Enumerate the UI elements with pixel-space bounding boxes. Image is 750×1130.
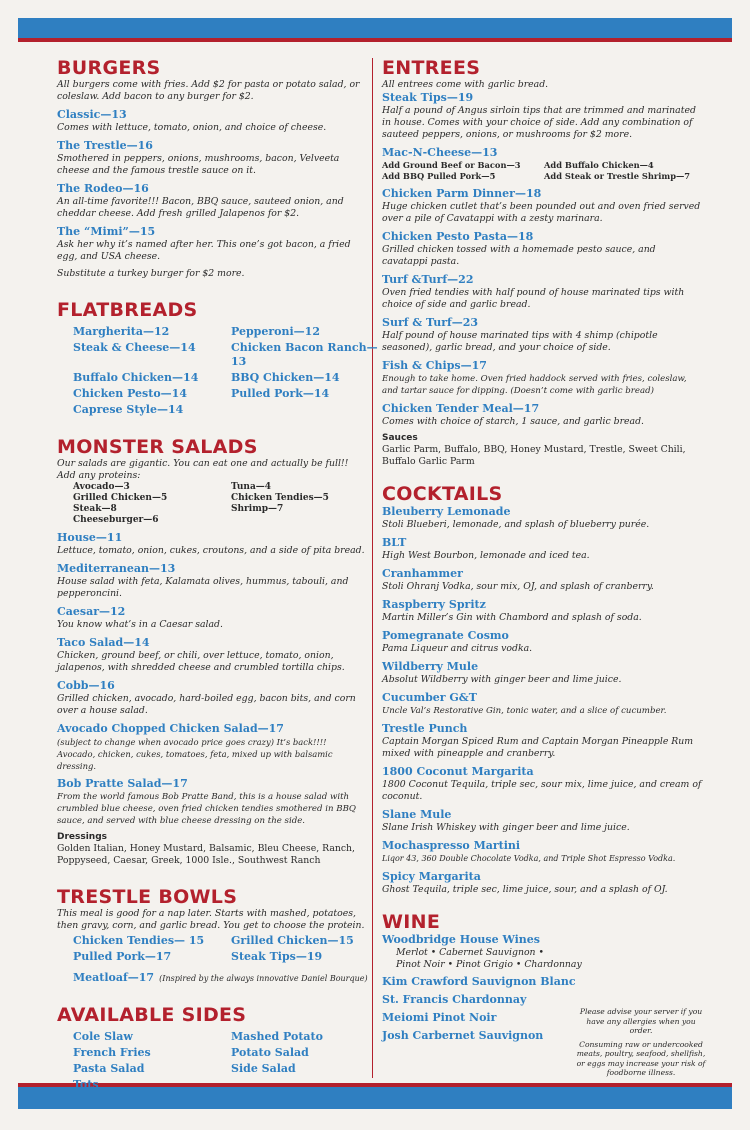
list-item: Caprese Style—14 [73,403,184,416]
item-desc: Enough to take home. Oven fried haddock served with fries, coleslaw, and tartar sauce for dipping. (Doesn’t come with garlic bread) [382,374,687,396]
menu-item [382,230,702,268]
item-name: Mac-N-Cheese—13 [382,146,498,159]
menu-item [382,91,702,141]
item-name: Raspberry Spritz [382,598,486,611]
menu-item [382,567,702,593]
item-name: Fish & Chips—17 [382,359,487,372]
left-column [57,57,378,1092]
protein-item: Tuna—4 [231,482,272,492]
menu-item [57,531,367,557]
burgers-intro: All burgers come with fries. Add $2 for pasta or potato salad, or coleslaw. Add bacon to any burger for $2. [57,79,360,102]
burgers-section [57,58,367,280]
item-name: The Trestle—16 [57,139,153,152]
item-desc: Comes with choice of starch, 1 sauce, and garlic bread. [382,416,645,427]
list-item: Mashed Potato [231,1030,323,1043]
list-item: BBQ Chicken—14 [231,371,340,384]
item-desc: Chicken, ground beef, or chili, over lettuce, tomato, onion, jalapenos, with shredded cheese and crumbled tortilla chips. [57,650,345,673]
wine-title: WINE [382,911,441,933]
item-name: Wildberry Mule [382,660,479,673]
item-desc: An all-time favorite!!! Bacon, BBQ sauce, sauteed onion, and cheddar cheese. Add fresh grilled Jalapenos for $2. [57,196,344,219]
protein-item: Chicken Tendies—5 [231,493,329,503]
item-desc: Slane Irish Whiskey with ginger beer and lime juice. [382,822,630,833]
dressings-list: Golden Italian, Honey Mustard, Balsamic, Bleu Cheese, Ranch, Poppyseed, Caesar, Greek, 1000 Isle., Southwest Ranch [57,843,355,866]
menu-item [382,722,702,760]
item-name: Turf &Turf—22 [382,273,474,286]
item-desc: Pama Liqueur and citrus vodka. [382,643,533,654]
wine-item: Kim Crawford Sauvignon Blanc [382,975,576,988]
item-name: The “Mimi”—15 [57,225,156,238]
cocktails-section [382,484,702,896]
list-item: Steak & Cheese—14 [73,341,196,354]
list-item: Pasta Salad [73,1062,145,1075]
menu-item [382,359,702,397]
item-desc: Comes with lettuce, tomato, onion, and choice of cheese. [57,122,327,133]
entrees-title: ENTREES [382,57,481,79]
list-item: Chicken Tendies— 15 [73,934,205,947]
column-divider [372,58,373,1078]
item-desc: Liqor 43, 360 Double Chocolate Vodka, and Triple Shot Espresso Vodka. [382,854,676,863]
menu-item [57,139,367,177]
item-name: Steak Tips—19 [382,91,474,104]
item-name: Caesar—12 [57,605,126,618]
list-item: Margherita—12 [73,325,170,338]
addon-item: Add Ground Beef or Bacon—3 [382,160,521,170]
salads-intro: Our salads are gigantic. You can eat one and actually be full!! Add any proteins: [57,458,349,481]
protein-item: Cheeseburger—6 [73,515,159,525]
sauces-list: Garlic Parm, Buffalo, BBQ, Honey Mustard, Trestle, Sweet Chili, Buffalo Garlic Parm [382,444,686,467]
item-name: Mediterranean—13 [57,562,176,575]
item-name: House—11 [57,531,123,544]
bowls-title: TRESTLE BOWLS [57,886,238,908]
list-item: Side Salad [231,1062,296,1075]
menu-item [382,273,702,311]
menu-item [57,562,367,600]
flatbreads-title: FLATBREADS [57,299,198,321]
item-desc: High West Bourbon, lemonade and iced tea. [382,550,590,561]
item-name: Chicken Parm Dinner—18 [382,187,542,200]
item-name: Spicy Margarita [382,870,481,883]
item-desc: Smothered in peppers, onions, mushrooms, bacon, Velveeta cheese and the famous trestle sauce on it. [57,153,340,176]
menu-item [57,182,367,220]
list-item: Pepperoni—12 [231,325,320,338]
burgers-note: Substitute a turkey burger for $2 more. [57,268,245,279]
item-desc: Huge chicken cutlet that’s been pounded out and oven fried served over a pile of Cavatappi with a zesty marinara. [382,201,701,224]
list-item: Pulled Pork—14 [231,387,330,400]
wine-item: Meiomi Pinot Noir [382,1011,497,1024]
sauces-label: Sauces [382,433,418,443]
menu-item [57,722,367,772]
item-desc: 1800 Coconut Tequila, triple sec, sour mix, lime juice, and cream of coconut. [382,779,702,802]
item-desc: From the world famous Bob Pratte Band, this is a house salad with crumbled blue cheese, oven fried chicken tendies smothered in BBQ sauce, and served with blue cheese dressing on the side. [57,792,356,826]
wine-item: St. Francis Chardonnay [382,993,527,1006]
allergy-line-2: Consuming raw or undercooked meats, poultry, seafood, shellfish, or eggs may increase your risk of foodborne illness. [576,1039,706,1077]
item-desc: Absolut Wildberry with ginger beer and lime juice. [382,674,622,685]
item-desc: Grilled chicken tossed with a homemade pesto sauce, and cavatappi pasta. [382,244,656,267]
item-name: Cranhammer [382,567,463,580]
flatbreads-section [57,299,378,417]
list-item: French Fries [73,1046,151,1059]
menu-item [382,187,702,225]
item-name: Bob Pratte Salad—17 [57,777,188,790]
item-name: Taco Salad—14 [57,636,150,649]
entrees-intro: All entrees come with garlic bread. [382,79,549,90]
item-name: Slane Mule [382,808,452,821]
item-desc: Martin Miller’s Gin with Chambord and splash of soda. [382,612,642,623]
item-name: Chicken Pesto Pasta—18 [382,230,534,243]
item-desc: House salad with feta, Kalamata olives, hummus, tabouli, and pepperoncini. [57,576,349,599]
menu-item [57,679,367,717]
list-item: Chicken Pesto—14 [73,387,187,400]
addon-item: Add BBQ Pulled Pork—5 [382,171,496,181]
protein-item: Steak—8 [73,504,117,514]
entrees-section [382,58,702,468]
wine-item: Woodbridge House Wines [382,933,540,946]
item-desc: Ghost Tequila, triple sec, lime juice, sour, and a splash of OJ. [382,884,668,895]
item-name: Pomegranate Cosmo [382,629,509,642]
menu-item [382,505,702,531]
list-item: Steak Tips—19 [231,950,323,963]
menu-item [57,636,367,674]
item-name: Classic—13 [57,108,127,121]
menu-item [57,225,367,263]
menu-item [382,870,702,896]
list-item: Grilled Chicken—15 [231,934,354,947]
menu-item [382,146,702,182]
salads-title: MONSTER SALADS [57,436,258,458]
meatloaf-name: Meatloaf—17 [73,971,155,984]
item-desc: Half a pound of Angus sirloin tips that are trimmed and marinated in house. Comes with your choice of side. Add any combination of sauteed peppers, onions, or mushrooms for $2 more. [382,105,696,140]
bowls-section [57,887,367,985]
addon-item: Add Steak or Trestle Shrimp—7 [544,171,691,181]
menu-item [57,108,367,134]
burgers-title: BURGERS [57,57,161,79]
protein-item: Shrimp—7 [231,504,284,514]
item-desc: Uncle Val’s Restorative Gin, tonic water, and a slice of cucumber. [382,706,667,716]
proteins-list [57,482,367,526]
addon-item: Add Buffalo Chicken—4 [544,160,654,170]
menu-item [382,316,702,354]
sides-list [57,1030,367,1092]
menu-item [382,839,702,865]
menu-item [382,629,702,655]
item-desc: Lettuce, tomato, onion, cukes, croutons, and a side of pita bread. [57,545,365,556]
item-desc: You know what’s in a Caesar salad. [57,619,223,630]
menu-item [382,808,702,834]
item-desc: Half pound of house marinated tips with 4 shimp (chipotle seasoned), garlic bread, and your choice of side. [382,330,658,353]
menu-item [57,777,367,827]
item-desc: (subject to change when avocado price goes crazy) It’s back!!!! Avocado, chicken, cukes, tomatoes, feta, mixed up with balsamic dressing. [57,737,333,771]
menu-item [382,402,702,428]
item-name: Chicken Tender Meal—17 [382,402,540,415]
bowls-intro: This meal is good for a nap later. Starts with mashed, potatoes, then gravy, corn, and garlic bread. You get to choose the protein. [57,908,365,931]
wine-varietals-1: Merlot • Cabernet Sauvignon • [396,947,544,958]
dressings-label: Dressings [57,832,108,842]
protein-item: Avocado—3 [73,482,130,492]
top-banner [18,18,732,42]
list-item: Cole Slaw [73,1030,133,1043]
item-name: 1800 Coconut Margarita [382,765,534,778]
menu-item [382,765,702,803]
flatbreads-list [57,325,378,417]
list-item: Chicken Bacon Ranch—13 [231,341,378,368]
item-name: Avocado Chopped Chicken Salad—17 [57,722,284,735]
wine-varietals-2: Pinot Noir • Pinot Grigio • Chardonnay [396,959,582,970]
list-item: Buffalo Chicken—14 [73,371,199,384]
item-name: Mochaspresso Martini [382,839,521,852]
item-name: Cucumber G&T [382,691,477,704]
item-desc: Ask her why it’s named after her. This one’s got bacon, a fried egg, and USA cheese. [57,239,351,262]
allergy-notice [576,1007,706,1078]
menu-item [382,536,702,562]
item-name: Cobb—16 [57,679,115,692]
item-name: BLT [382,536,407,549]
bowls-list [57,934,367,964]
sides-title: AVAILABLE SIDES [57,1004,247,1026]
item-desc: Stoli Blueberi, lemonade, and splash of blueberry purée. [382,519,650,530]
menu-item [382,691,702,717]
item-desc: Captain Morgan Spiced Rum and Captain Morgan Pineapple Rum mixed with pineapple and cranberry. [382,736,694,759]
menu-item [382,598,702,624]
right-column [382,58,702,1043]
item-desc: Grilled chicken, avocado, hard-boiled egg, bacon bits, and corn over a house salad. [57,693,356,716]
item-name: The Rodeo—16 [57,182,149,195]
meatloaf-note: (Inspired by the always innovative Daniel Bourque) [159,974,368,983]
item-desc: Oven fried tendies with half pound of house marinated tips with choice of side and garlic bread. [382,287,685,310]
meatloaf-line [57,966,367,985]
menu-item [57,605,367,631]
sides-section [57,1005,367,1092]
list-item: Tots [73,1078,99,1091]
wine-item: Josh Carbernet Sauvignon [382,1029,544,1042]
mac-addons [382,160,702,182]
item-name: Trestle Punch [382,722,468,735]
item-desc: Stoli Ohranj Vodka, sour mix, OJ, and splash of cranberry. [382,581,654,592]
list-item: Pulled Pork—17 [73,950,172,963]
item-name: Surf & Turf—23 [382,316,479,329]
cocktails-title: COCKTAILS [382,483,503,505]
salads-section [57,437,367,867]
protein-item: Grilled Chicken—5 [73,493,168,503]
menu-item [382,660,702,686]
allergy-line-1: Please advise your server if you have any allergies when you order. [579,1007,703,1035]
item-name: Bleuberry Lemonade [382,505,511,518]
list-item: Potato Salad [231,1046,309,1059]
